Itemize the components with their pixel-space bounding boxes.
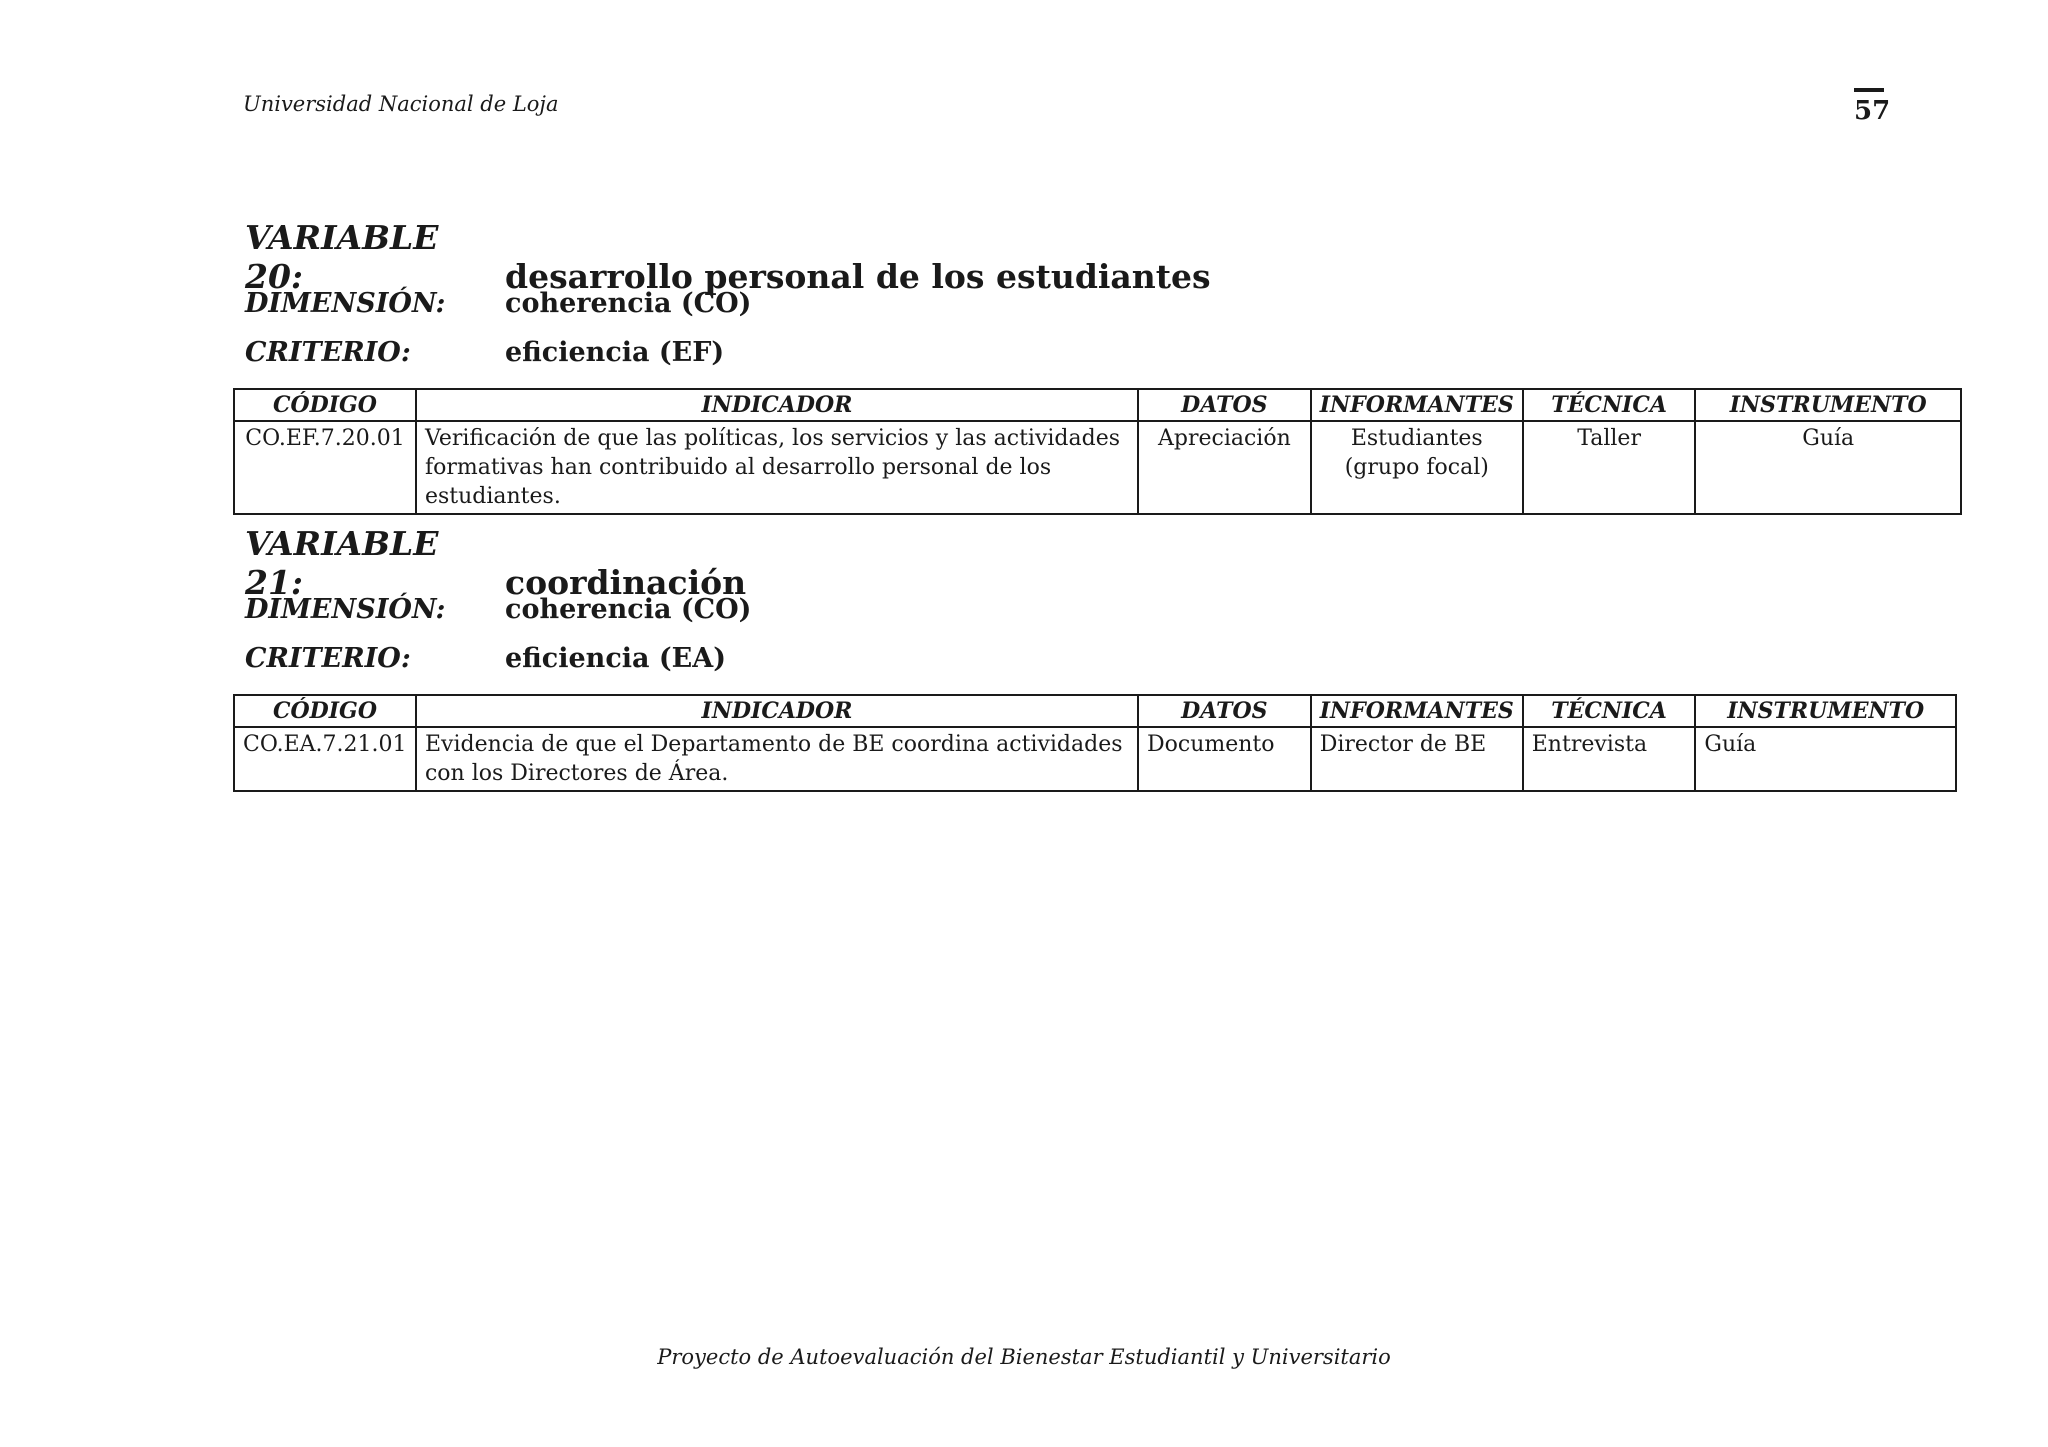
page-footer: Proyecto de Autoevaluación del Bienestar Estudiantil y Universitario xyxy=(657,1345,1391,1369)
cell-tecnica: Entrevista xyxy=(1523,727,1696,791)
header-datos: DATOS xyxy=(1138,389,1311,421)
dimension-label: DIMENSIÓN: xyxy=(245,288,446,319)
cell-indicador: Verificación de que las políticas, los servicios y las actividades formativas han contribuido al desarrollo personal de los estudiantes. xyxy=(416,421,1138,514)
indicator-table-21 xyxy=(233,694,1957,792)
variable-21-heading xyxy=(245,524,746,602)
header-codigo: CÓDIGO xyxy=(234,695,416,727)
page-number xyxy=(1854,88,1891,126)
variable-20-heading xyxy=(245,218,1211,296)
criterio-line xyxy=(245,337,724,368)
dimension-label: DIMENSIÓN: xyxy=(245,594,446,625)
cell-datos: Apreciación xyxy=(1138,421,1311,514)
header-instrumento: INSTRUMENTO xyxy=(1695,695,1956,727)
criterio-value: eficiencia (EF) xyxy=(505,337,725,368)
header-informantes: INFORMANTES xyxy=(1311,389,1523,421)
cell-instrumento: Guía xyxy=(1695,727,1956,791)
header-tecnica: TÉCNICA xyxy=(1523,389,1696,421)
header-indicador: INDICADOR xyxy=(416,695,1138,727)
criterio-label: CRITERIO: xyxy=(245,643,411,674)
criterio-value: eficiencia (EA) xyxy=(505,643,726,674)
page-header: Universidad Nacional de Loja xyxy=(243,92,559,116)
table-header-row xyxy=(234,695,1956,727)
criterio-label: CRITERIO: xyxy=(245,337,411,368)
variable-label: VARIABLE 21: xyxy=(245,524,439,602)
cell-codigo: CO.EA.7.21.01 xyxy=(234,727,416,791)
header-instrumento: INSTRUMENTO xyxy=(1695,389,1961,421)
indicator-table-20 xyxy=(233,388,1962,515)
table-row xyxy=(234,727,1956,791)
dimension-value: coherencia (CO) xyxy=(505,288,752,319)
cell-codigo: CO.EF.7.20.01 xyxy=(234,421,416,514)
criterio-line xyxy=(245,643,726,674)
cell-indicador: Evidencia de que el Departamento de BE coordina actividades con los Directores de Área. xyxy=(416,727,1138,791)
header-tecnica: TÉCNICA xyxy=(1523,695,1696,727)
dimension-line xyxy=(245,288,751,319)
page-number-text: 57 xyxy=(1854,96,1891,126)
table-row xyxy=(234,421,1961,514)
cell-instrumento: Guía xyxy=(1695,421,1961,514)
header-datos: DATOS xyxy=(1138,695,1311,727)
cell-informantes: Estudiantes (grupo focal) xyxy=(1311,421,1523,514)
variable-title: desarrollo personal de los estudiantes xyxy=(505,257,1211,296)
header-indicador: INDICADOR xyxy=(416,389,1138,421)
cell-informantes: Director de BE xyxy=(1311,727,1523,791)
variable-label: VARIABLE 20: xyxy=(245,218,439,296)
header-codigo: CÓDIGO xyxy=(234,389,416,421)
dimension-line xyxy=(245,594,751,625)
variable-title: coordinación xyxy=(505,563,747,602)
cell-tecnica: Taller xyxy=(1523,421,1696,514)
dimension-value: coherencia (CO) xyxy=(505,594,752,625)
cell-datos: Documento xyxy=(1138,727,1311,791)
table-header-row xyxy=(234,389,1961,421)
header-informantes: INFORMANTES xyxy=(1311,695,1523,727)
